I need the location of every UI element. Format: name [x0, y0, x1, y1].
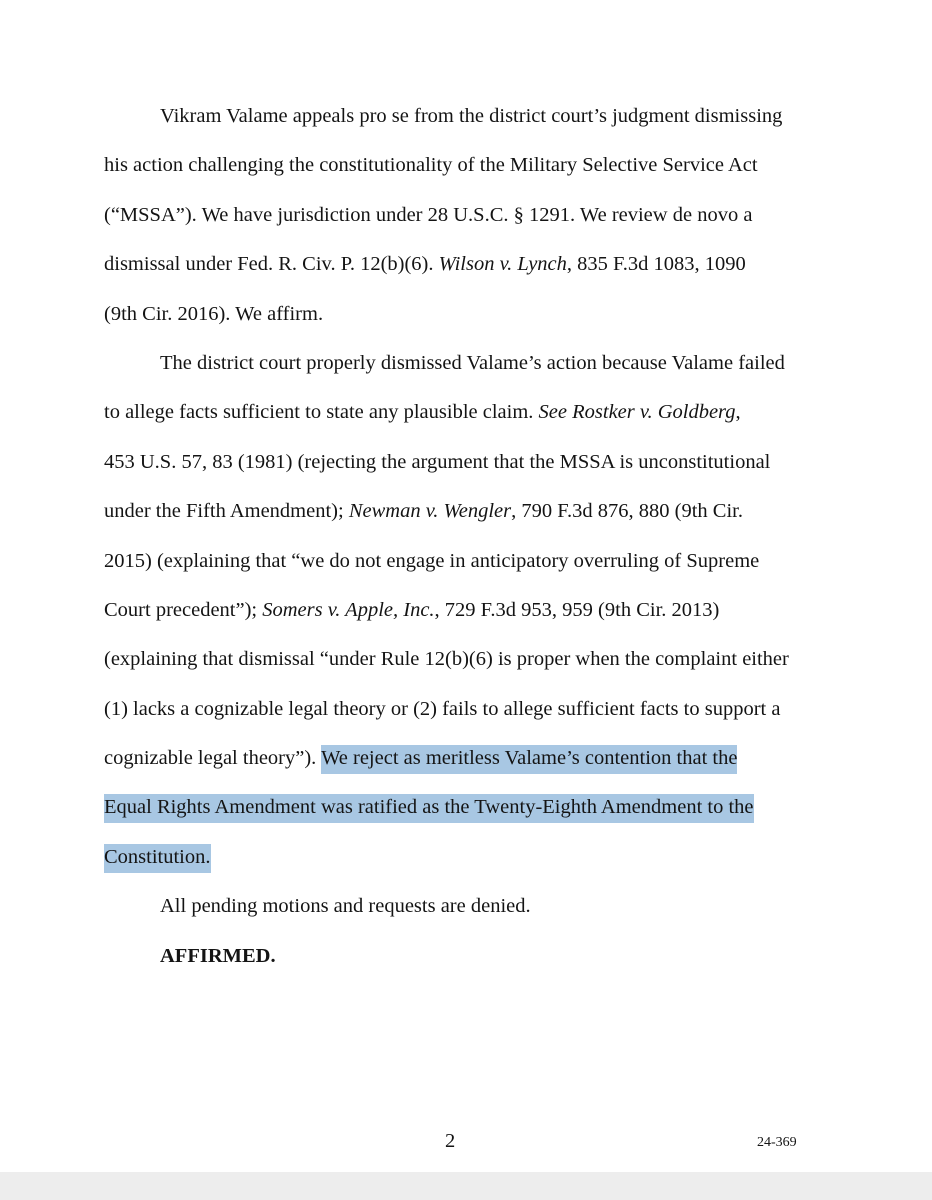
text-line: cognizable legal theory”). We reject as meritless Valame’s contention that the	[104, 734, 824, 783]
text-line	[104, 833, 824, 882]
text-line: Vikram Valame appeals pro se from the district court’s judgment dismissing	[160, 105, 783, 127]
disposition-line	[104, 932, 824, 981]
highlighted-text[interactable]: We reject as meritless Valame’s contention that the	[321, 745, 737, 774]
text-line: (1) lacks a cognizable legal theory or (2) fails to allege sufficient facts to support a	[104, 697, 781, 720]
text-line: Court precedent”); Somers v. Apple, Inc., 729 F.3d 953, 959 (9th Cir. 2013)	[104, 598, 720, 621]
text-line: to allege facts sufficient to state any plausible claim. See Rostker v. Goldberg,	[104, 401, 741, 424]
text-line: (explaining that dismissal “under Rule 12(b)(6) is proper when the complaint either	[104, 648, 789, 671]
text-line: All pending motions and requests are denied.	[160, 895, 531, 918]
case-citation: See Rostker v. Goldberg	[538, 401, 736, 424]
page-gap	[0, 1172, 932, 1200]
text-line: The district court properly dismissed Valame’s action because Valame failed	[160, 351, 785, 374]
text-line: his action challenging the constitutionality of the Military Selective Service Act	[104, 154, 758, 177]
page-number: 2	[445, 1130, 456, 1152]
case-citation: Newman v. Wengler	[348, 500, 512, 523]
text-line: (9th Cir. 2016). We affirm.	[104, 302, 324, 325]
text-line: under the Fifth Amendment); Newman v. Wengler, 790 F.3d 876, 880 (9th Cir.	[104, 500, 743, 523]
highlighted-text[interactable]: Equal Rights Amendment was ratified as the Twenty-Eighth Amendment to the	[104, 794, 754, 823]
highlighted-text[interactable]: Constitution.	[104, 844, 211, 873]
text-line	[104, 783, 824, 832]
case-citation: Somers v. Apple, Inc.	[262, 598, 435, 621]
disposition: AFFIRMED.	[160, 944, 276, 967]
text-line: (“MSSA”). We have jurisdiction under 28 U.S.C. § 1291. We review de novo a	[104, 203, 753, 226]
text-line: dismissal under Fed. R. Civ. P. 12(b)(6). Wilson v. Lynch, 835 F.3d 1083, 1090	[104, 253, 746, 276]
opinion-body	[104, 92, 824, 981]
text-line: 453 U.S. 57, 83 (1981) (rejecting the argument that the MSSA is unconstitutional	[104, 450, 771, 473]
docket-number: 24-369	[757, 1135, 797, 1150]
case-citation: Wilson v. Lynch	[438, 253, 567, 276]
text-line: 2015) (explaining that “we do not engage in anticipatory overruling of Supreme	[104, 549, 760, 572]
